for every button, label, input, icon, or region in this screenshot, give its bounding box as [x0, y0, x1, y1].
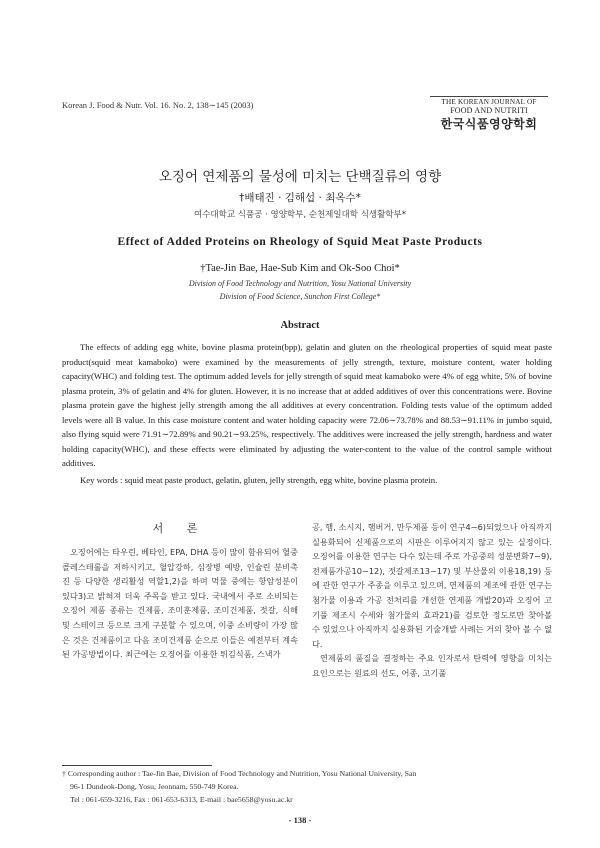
introduction-paragraph-3: 연제품의 품질을 결정하는 주요 인자로서 탄력에 영향을 미치는 요인으로는 원료의 선도, 어종, 고기풀	[312, 653, 552, 678]
footnote-line-3: Tel : 061-659-3216, Fax : 061-653-6313, E-mail : bae5658@yosu.ac.kr	[70, 794, 293, 804]
page-number: - 138 -	[288, 815, 312, 825]
footnote-line-2: 96-1 Dundeok-Dong, Yosu, Jeonnam, 550-749 Korea.	[70, 781, 239, 791]
section-heading-introduction: 서 론	[152, 522, 208, 535]
introduction-paragraph-1: 오징어에는 타우린, 베타인, EPA, DHA 등이 많이 함유되어 혈중 콜레스테롤을 저하시키고, 혈압강하, 심장병 예방, 인슐린 분비촉진 등 다양한 생리활성 역할1,2)을 하며 먹물 중에는 항암성분이 있다3)고 밝혀져 더욱 주목을 받고 있다. 국내에서 주로 소비되는 오징어 제품 종류는 건제품, 조미훈제품, 조미건제품, 젓갈, 식해 및 스테이크 등으로 크게 구분할 수 있으며, 이중 소비량이 가장 많은 것은 건제품이고 다음 조미건제품 순으로 이들은 예전부터 계속된 가공방법이다. 최근에는 오징어를 이용한 튀김식품, 스낵가	[62, 547, 298, 660]
authors-korean: †배태진 · 김해섭 · 최옥수*	[239, 192, 361, 204]
keywords: Key words : squid meat paste product, gelatin, gluten, jelly strength, egg white, bovine plasma protein.	[80, 475, 438, 485]
journal-logo-line2: FOOD AND NUTRITI	[450, 106, 528, 115]
authors-english: †Tae-Jin Bae, Hae-Sub Kim and Ok-Soo Choi*	[200, 263, 400, 274]
abstract-body: The effects of adding egg white, bovine plasma protein(bpp), gelatin and gluten on the rheological properties of squid meat paste product(squid meat kamaboko) were examined by the measurements of jelly strength, texture, moisture content, water holding capacity(WHC) and folding test. The optimum added levels for jelly strength of squid meat kamaboko were 4% of egg white, 5% of bovine plasma protein, 3% of gelatin and 4% for gluten. However, it is no increase that at added additives of over this concentrations were. Bovine plasma protein gave the highest jelly strength among the all additives at every concentration. Folding tests value of the optimum added levels were all B value. In this case moisture content and water holding capacity were 72.06∼73.78% and 88.53∼91.11% in jumbo squid, also flying squid were 71.91∼72.89% and 90.21∼93.25%, respectively. The additives were increased the jelly strength, hardness and water holding capacity(WHC), and these effects were eliminated by adjusting the water-content to the value of the control sample without additives.	[62, 342, 552, 468]
footnote-divider	[62, 765, 212, 766]
affiliation-english-1: Division of Food Technology and Nutrition, Yosu National University	[188, 279, 412, 288]
column-left	[62, 520, 298, 662]
title-korean: 오징어 연제품의 물성에 미치는 단백질류의 영향	[158, 169, 442, 185]
journal-logo-line3: 한국식품영양학회	[440, 117, 538, 131]
footnote	[62, 768, 552, 806]
abstract-heading: Abstract	[280, 320, 320, 331]
journal-logo	[430, 96, 548, 132]
journal-citation: Korean J. Food & Nutr. Vol. 16. No. 2, 138∼145 (2003)	[62, 100, 254, 110]
column-right	[312, 520, 552, 681]
title-english: Effect of Added Proteins on Rheology of Squid Meat Paste Products	[117, 236, 483, 248]
footnote-line-1: † Corresponding author : Tae-Jin Bae, Division of Food Technology and Nutrition, Yosu National University, San	[62, 769, 417, 778]
affiliation-english-2: Division of Food Science, Sunchon First College*	[219, 292, 381, 301]
affiliation-korean: 여수대학교 식품공 · 영양학부, 순천제일대학 식생활학부*	[193, 210, 407, 220]
introduction-paragraph-2: 공, 햄, 소시지, 햄버거, 만두제품 등이 연구4∼6)되었으나 아직까지 실용화되어 신제품으로의 시판은 이루어지지 않고 있는 실정이다. 오징어를 이용한 연구는 다수 있는데 주로 가공중의 성분변화7∼9), 전제품가공10∼12), 젓갈제조13∼17) 및 부산물의 이용18,19) 등에 관한 연구가 주종을 이루고 있으며, 연제품의 제조에 관한 연구는 첨가물 이용과 가공 전처리를 개선한 연제품 개발20)과 오징어 고기풀 제조시 수세와 첨가물의 효과21)를 검토한 정도로만 찾아볼 수 있었으나 아직까지 실용화된 기술개발 사례는 거의 찾아 볼 수 없다.	[312, 522, 552, 649]
journal-logo-line1: THE KOREAN JOURNAL OF	[430, 96, 548, 106]
